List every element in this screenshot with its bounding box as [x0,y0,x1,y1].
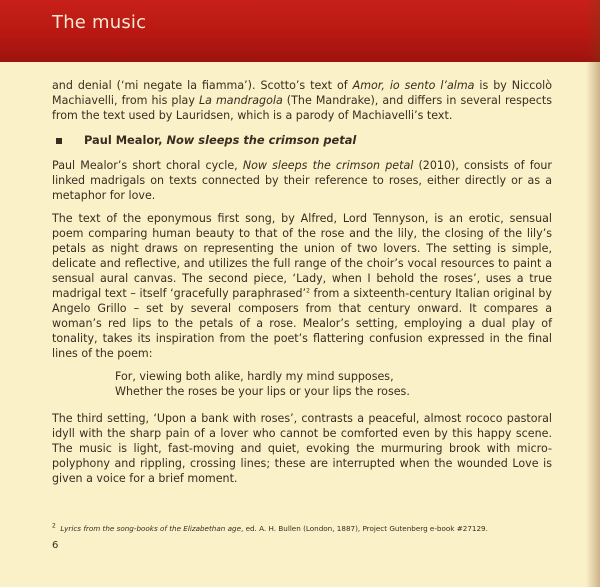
footnote-text: , ed. A. H. Bullen (London, 1887), Project Gutenberg e-book #27129. [241,524,488,533]
footnote-title: Lyrics from the song-books of the Elizabethan age [60,524,241,533]
text-span: and denial (‘mi negate la fiamma’). Scotto’s text of [52,79,353,92]
quote-line-1: For, viewing both alike, hardly my mind supposes, [115,370,394,383]
footnote-reference: 2 [306,287,310,295]
italic-title: Now sleeps the crimson petal [242,159,414,172]
quote-line-2: Whether the roses be your lips or your lips the roses. [115,385,410,398]
footnote [52,524,552,533]
text-span: The text of the eponymous first song, by Alfred, Lord Tennyson, is an erotic, sensual poem comparing human beauty to that of the rose and the lily, the closing of the lily’s petals as night draws on representing the union of two lovers. The setting is simple, delicate and reflective, and utilizes the full range of the choir’s vocal resources to paint a sensual aural canvas. The second piece, ‘Lady, when I behold the roses’, uses a true madrigal text – itself ‘gracefully paraphrased’ [52,212,552,300]
page-number: 6 [52,540,59,551]
square-bullet-icon [56,138,62,144]
italic-title: La mandragola [198,94,283,107]
intro-paragraph [52,78,552,123]
footnote-number: 2 [52,522,56,530]
paragraph-3: The third setting, ‘Upon a bank with roses’, contrasts a peaceful, almost rococo pastoral idyll with the sharp pain of a lover who cannot be comforted even by this happy scene. The music is light, fast-moving and quiet, evoking the murmuring brook with micro-polyphony and rippling, crossing lines; these are interrupted when the wounded Love is given a voice for a brief moment. [52,412,552,485]
text-span: (The Mandrake), and differs in several respects from the text used by Lauridsen, which is a parody of Machiavelli’s text. [52,94,552,122]
paragraph-2 [52,211,552,361]
header-bar [0,0,600,62]
poem-quote [115,369,552,399]
section-heading [52,133,552,148]
section-composer: Paul Mealor, [84,133,163,147]
text-span: Paul Mealor’s short choral cycle, [52,159,243,172]
text-span: is by Niccolò Machiavelli, from his play [52,79,552,107]
body-text [52,78,552,494]
text-span: (2010), consists of four linked madrigals on texts connected by their reference to roses, either directly or as a metaphor for love. [52,159,552,202]
italic-title: Amor, io sento l’alma [352,79,475,92]
text-span: from a sixteenth-century Italian original by Angelo Grillo – set by several composers from that century onward. It compares a woman’s red lips to the petals of a rose. Mealor’s setting, employing a dual play of tonality, takes its inspiration from the poet’s flattering confusion expressed in the final lines of the poem: [52,287,552,360]
page-spine-shadow [586,0,600,587]
paragraph-1 [52,158,552,203]
header-title: The music [52,12,147,33]
section-work: Now sleeps the crimson petal [166,133,357,147]
